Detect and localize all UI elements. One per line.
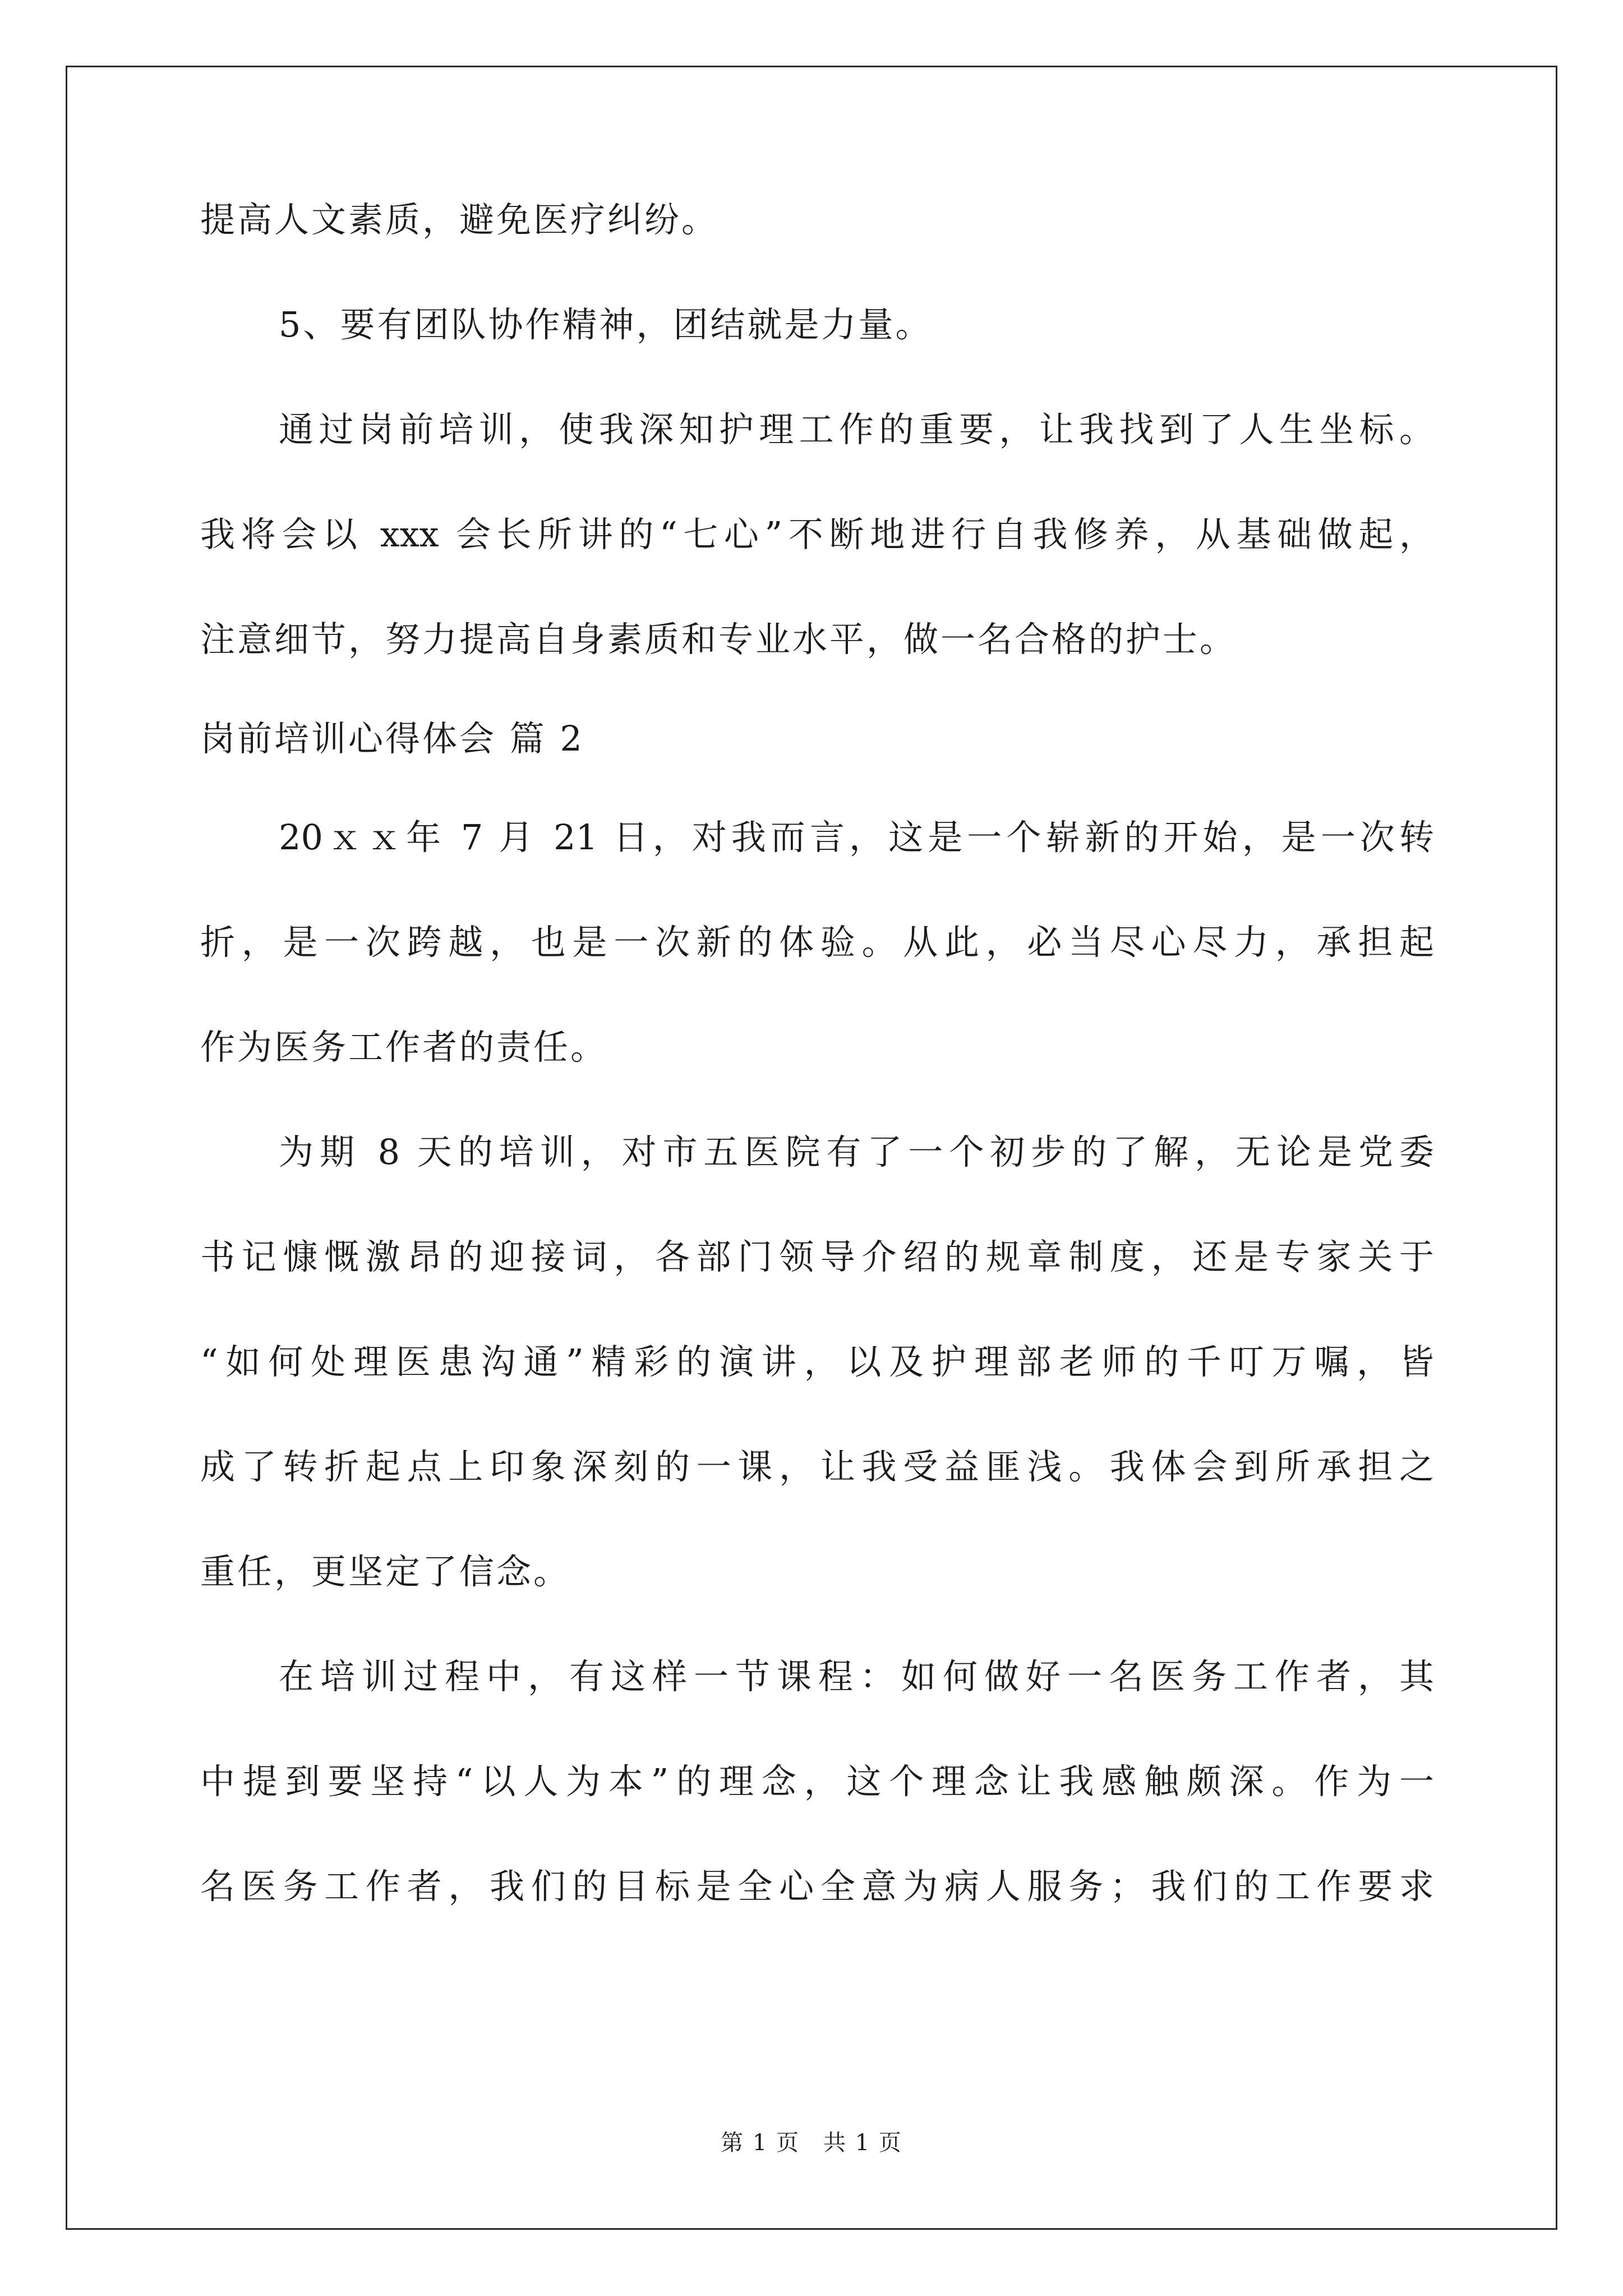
paragraph-line: “如何处理医患沟通”精彩的演讲，以及护理部老师的千叮万嘱，皆 — [200, 1341, 1434, 1382]
list-item: 5、要有团队协作精神，团结就是力量。 — [279, 304, 933, 345]
paragraph-line: 在培训过程中，有这样一节课程：如何做好一名医务工作者，其 — [279, 1656, 1434, 1697]
paragraph-line: 注意细节，努力提高自身素质和专业水平，做一名合格的护士。 — [200, 619, 1237, 660]
paragraph-line: 折，是一次跨越，也是一次新的体验。从此，必当尽心尽力，承担起 — [200, 922, 1434, 963]
paragraph-line: 成了转折起点上印象深刻的一课，让我受益匪浅。我体会到所承担之 — [200, 1446, 1434, 1487]
paragraph-line: 中提到要坚持“以人为本”的理念，这个理念让我感触颇深。作为一 — [200, 1761, 1434, 1802]
paragraph-line: 重任，更坚定了信念。 — [200, 1551, 571, 1592]
paragraph-line: 为期 8 天的培训，对市五医院有了一个初步的了解，无论是党委 — [279, 1131, 1434, 1172]
paragraph-line: 作为医务工作者的责任。 — [200, 1027, 608, 1068]
paragraph-line: 通过岗前培训，使我深知护理工作的重要，让我找到了人生坐标。 — [279, 409, 1434, 450]
page-footer: 第 1 页 共 1 页 — [721, 2130, 902, 2156]
section-heading: 岗前培训心得体会 篇 2 — [200, 718, 584, 759]
paragraph-line: 我将会以 xxx 会长所讲的“七心”不断地进行自我修养，从基础做起， — [200, 514, 1434, 555]
text-line: 提高人文素质，避免医疗纠纷。 — [200, 199, 719, 240]
paragraph-line: 书记慷慨激昂的迎接词，各部门领导介绍的规章制度，还是专家关于 — [200, 1236, 1434, 1277]
paragraph-line: 20ｘｘ年 7 月 21 日，对我而言，这是一个崭新的开始，是一次转 — [279, 817, 1434, 858]
paragraph-line: 名医务工作者，我们的目标是全心全意为病人服务；我们的工作要求 — [200, 1866, 1434, 1907]
